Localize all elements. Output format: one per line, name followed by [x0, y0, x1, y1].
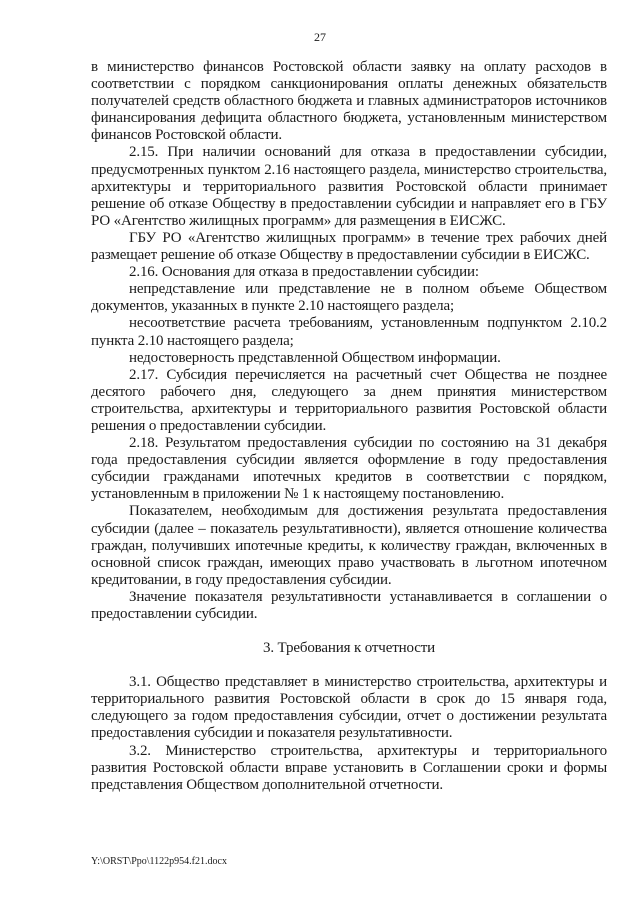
paragraph-2-15: 2.15. При наличии оснований для отказа в предоставлении субсидии, предусмотренных пунктом 2.16 настоящего раздела, министерство строительства, архитектуры и территориального развития Ростовской области принимает решение об отказе Обществу в предоставлении субсидии и направляет его в ГБУ РО «Агентство жилищных программ» для размещения в ЕИСЖС.	[91, 144, 607, 229]
paragraph-2-17: 2.17. Субсидия перечисляется на расчетный счет Общества не позднее десятого рабочего дня, следующего за днем принятия министерством строительства, архитектуры и территориального развития Ростовской области решения о предоставлении субсидии.	[91, 366, 607, 434]
paragraph-refusal-reason-2: несоответствие расчета требованиям, установленным подпунктом 2.10.2 пункта 2.10 настоящего раздела;	[91, 315, 607, 349]
spacer	[91, 623, 607, 640]
paragraph-refusal-reason-3: недостоверность представленной Обществом информации.	[129, 349, 501, 366]
paragraph-3-2: 3.2. Министерство строительства, архитектуры и территориального развития Ростовской области вправе установить в Соглашении сроки и формы представления Обществом дополнительной отчетности.	[91, 742, 607, 793]
paragraph-agency-posting: ГБУ РО «Агентство жилищных программ» в течение трех рабочих дней размещает решение об отказе Обществу в предоставлении субсидии в ЕИСЖС.	[91, 229, 607, 264]
paragraph-2-16: 2.16. Основания для отказа в предоставлении субсидии:	[129, 264, 479, 281]
paragraph-3-1: 3.1. Общество представляет в министерство строительства, архитектуры и территориального развития Ростовской области в срок до 15 января года, следующего за годом предоставления субсидии, отчет о достижении результата предоставления субсидии и показателя результативности.	[91, 674, 607, 742]
paragraph-indicator-value: Значение показателя результативности устанавливается в соглашении о предоставлении субсидии.	[91, 588, 607, 622]
paragraph-indicator: Показателем, необходимым для достижения результата предоставления субсидии (далее – показатель результативности), является отношение количества граждан, получивших ипотечные кредиты, к количеству граждан, включенных в основной список граждан, имеющих право участвовать в льготном ипотечном кредитовании, в году предоставления субсидии.	[91, 503, 607, 588]
paragraph-refusal-reason-1: непредставление или представление не в полном объеме Обществом документов, указанных в пункте 2.10 настоящего раздела;	[91, 281, 607, 315]
page-number: 27	[314, 30, 326, 44]
document-body	[91, 59, 607, 794]
spacer	[91, 657, 607, 674]
paragraph-2-18: 2.18. Результатом предоставления субсидии по состоянию на 31 декабря года предоставления субсидии является оформление в году предоставления субсидии гражданами ипотечных кредитов в соответствии с порядком, установленным в приложении № 1 к настоящему постановлению.	[91, 435, 607, 503]
section-heading: 3. Требования к отчетности	[262, 640, 436, 657]
paragraph-continuation: в министерство финансов Ростовской области заявку на оплату расходов в соответствии с порядком санкционирования оплаты денежных обязательств получателей средств областного бюджета и главных администраторов источников финансирования дефицита областного бюджета, установленным министерством финансов Ростовской области.	[91, 59, 607, 144]
footer-file-path: Y:\ORST\Ppo\1122p954.f21.docx	[91, 856, 227, 867]
